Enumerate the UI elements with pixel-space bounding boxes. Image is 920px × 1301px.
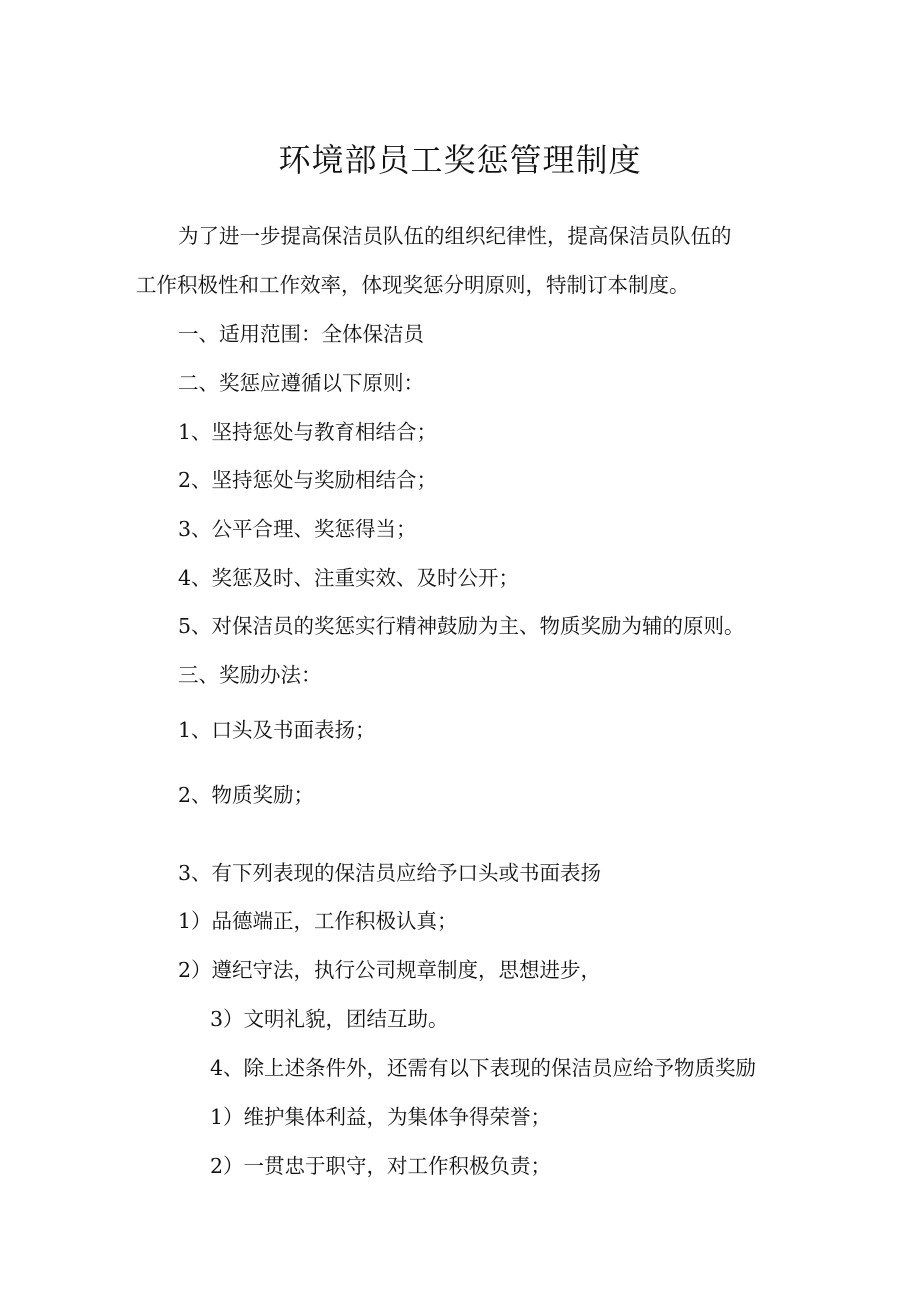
reward-method-item-4: 4、除上述条件外，还需有以下表现的保洁员应给予物质奖励 [210,1056,757,1080]
praise-condition-1: 1）品德端正，工作积极认真； [178,909,458,933]
principle-item-4: 4、奖惩及时、注重实效、及时公开； [178,566,520,590]
principle-item-5: 5、对保洁员的奖惩实行精神鼓励为主、物质奖励为辅的原则。 [178,614,745,638]
principle-item-1: 1、坚持惩处与教育相结合； [178,420,438,444]
reward-method-item-2: 2、物质奖励； [178,783,315,807]
section-principles-heading: 二、奖惩应遵循以下原则： [178,371,424,395]
section-scope: 一、适用范围：全体保洁员 [178,322,424,346]
reward-method-item-1: 1、口头及书面表扬； [178,718,376,742]
intro-paragraph-line-1: 为了进一步提高保洁员队伍的组织纪律性，提高保洁员队伍的 [178,224,732,248]
material-reward-condition-1: 1）维护集体利益，为集体争得荣誉； [210,1105,552,1129]
reward-method-item-3: 3、有下列表现的保洁员应给予口头或书面表扬 [178,861,602,885]
intro-paragraph-line-2: 工作积极性和工作效率，体现奖惩分明原则，特制订本制度。 [136,273,690,297]
document-title: 环境部员工奖惩管理制度 [278,141,642,179]
praise-condition-3: 3）文明礼貌，团结互助。 [210,1007,449,1031]
material-reward-condition-2: 2）一贯忠于职守，对工作积极负责； [210,1154,552,1178]
principle-item-3: 3、公平合理、奖惩得当； [178,517,417,541]
section-reward-methods-heading: 三、奖励办法： [178,663,322,687]
praise-condition-2: 2）遵纪守法，执行公司规章制度，思想进步， [178,958,602,982]
principle-item-2: 2、坚持惩处与奖励相结合； [178,468,438,492]
